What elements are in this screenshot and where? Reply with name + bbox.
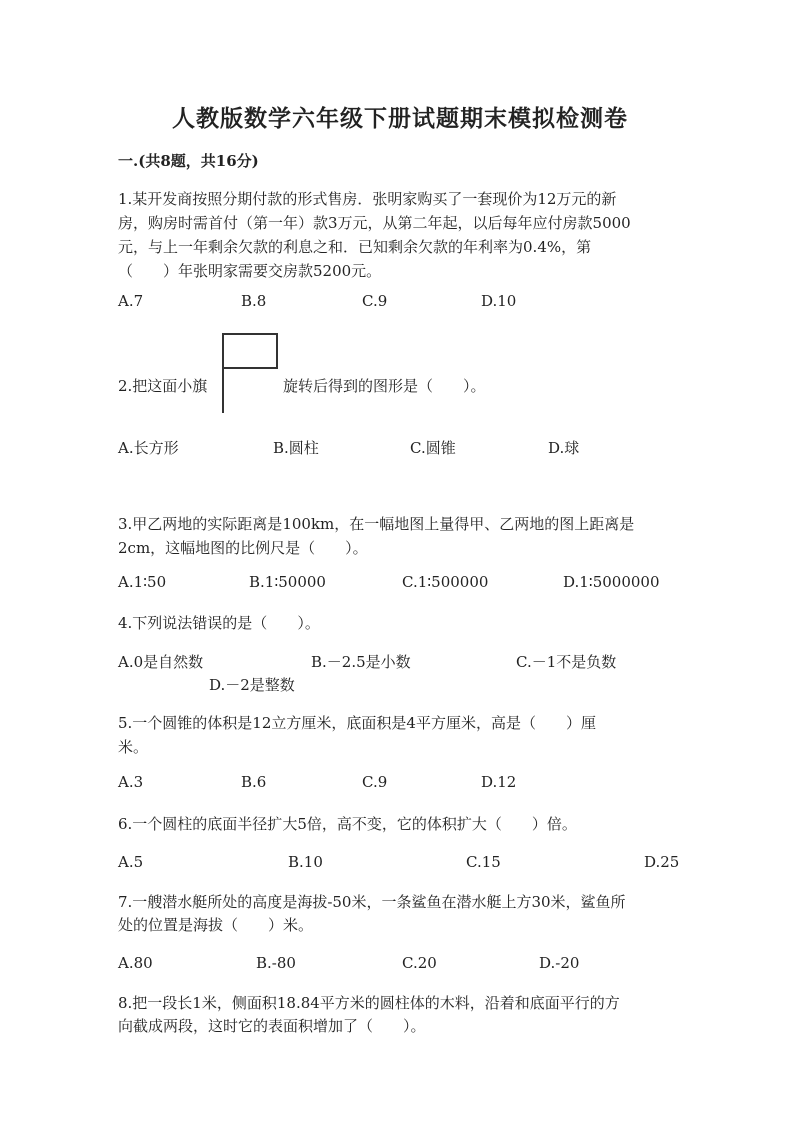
question-3-option-b: B.1∶50000 (249, 573, 326, 591)
question-6-line-1: 6.一个圆柱的底面半径扩大5倍，高不变，它的体积扩大（ ）倍。 (118, 815, 577, 833)
question-1-option-c: C.9 (362, 292, 388, 310)
question-7-option-d: D.-20 (539, 954, 580, 972)
question-4-option-a: A.0是自然数 (118, 653, 204, 671)
question-4-option-d: D.－2是整数 (209, 676, 295, 694)
question-2-option-d: D.球 (548, 439, 580, 457)
question-7-option-b: B.-80 (256, 954, 296, 972)
question-7-option-a: A.80 (118, 954, 153, 972)
question-2-option-c: C.圆锥 (410, 439, 456, 457)
question-4-option-c: C.－1不是负数 (516, 653, 617, 671)
question-5-option-d: D.12 (481, 773, 517, 791)
question-2-option-b: B.圆柱 (273, 439, 319, 457)
question-5-line-2: 米。 (118, 738, 149, 756)
question-7-line-2: 处的位置是海拔（ ）米。 (118, 916, 314, 934)
question-7-line-1: 7.一艘潜水艇所处的高度是海拔-50米，一条鲨鱼在潜水艇上方30米，鲨鱼所 (118, 893, 626, 911)
question-3-option-a: A.1∶50 (118, 573, 167, 591)
question-5-option-b: B.6 (241, 773, 267, 791)
question-2-text-after: 旋转后得到的图形是（ ）。 (283, 377, 486, 395)
question-7-option-c: C.20 (402, 954, 437, 972)
question-4-option-b: B.－2.5是小数 (311, 653, 411, 671)
question-6-option-b: B.10 (288, 853, 323, 871)
question-1-line-2: 房，购房时需首付（第一年）款3万元，从第二年起，以后每年应付房款5000 (118, 214, 631, 232)
question-1-line-3: 元，与上一年剩余欠款的利息之和．已知剩余欠款的年利率为0.4%，第 (118, 238, 592, 256)
question-8-line-2: 向截成两段，这时它的表面积增加了（ ）。 (118, 1017, 426, 1035)
flag-banner (223, 334, 277, 368)
question-6-option-a: A.5 (118, 853, 144, 871)
question-5-option-a: A.3 (118, 773, 144, 791)
question-1-line-1: 1.某开发商按照分期付款的形式售房．张明家购买了一套现价为12万元的新 (118, 190, 617, 208)
question-2-text-before: 2.把这面小旗 (118, 377, 208, 395)
question-1-option-a: A.7 (118, 292, 144, 310)
section-heading: 一.(共8题，共16分) (118, 152, 259, 170)
question-8-line-1: 8.把一段长1米，侧面积18.84平方米的圆柱体的木料，沿着和底面平行的方 (118, 994, 620, 1012)
question-3-option-c: C.1∶500000 (402, 573, 489, 591)
question-3-line-1: 3.甲乙两地的实际距离是100km，在一幅地图上量得甲、乙两地的图上距离是 (118, 515, 635, 533)
question-3-line-2: 2cm，这幅地图的比例尺是（ ）。 (118, 539, 368, 557)
question-6-option-c: C.15 (466, 853, 501, 871)
question-5-line-1: 5.一个圆锥的体积是12立方厘米，底面积是4平方厘米，高是（ ）厘 (118, 714, 596, 732)
question-1-option-d: D.10 (481, 292, 517, 310)
question-2-option-a: A.长方形 (118, 439, 179, 457)
question-1-option-b: B.8 (241, 292, 267, 310)
question-5-option-c: C.9 (362, 773, 388, 791)
flag-figure (221, 333, 281, 415)
question-1-line-4: （ ）年张明家需要交房款5200元。 (118, 262, 382, 280)
question-6-option-d: D.25 (644, 853, 680, 871)
page-title: 人教版数学六年级下册试题期末模拟检测卷 (172, 105, 628, 132)
question-3-option-d: D.1∶5000000 (563, 573, 660, 591)
question-4-line-1: 4.下列说法错误的是（ ）。 (118, 614, 320, 632)
